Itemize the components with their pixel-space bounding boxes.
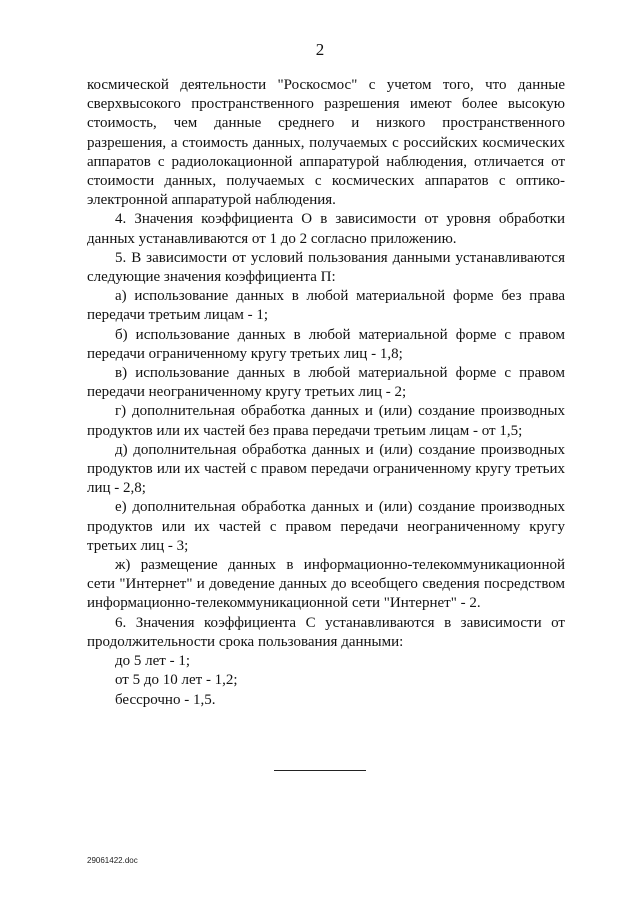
term-item-2: от 5 до 10 лет - 1,2;: [115, 672, 238, 689]
list-item-g: г) дополнительная обработка данных и (или) создание производных продуктов или их частей без права передачи третьим лицам - от 1,5;: [87, 403, 565, 439]
list-item-v: в) использование данных в любой материальной форме с правом передачи неограниченному кругу третьих лиц - 2;: [87, 365, 565, 401]
paragraph-continuation: космической деятельности "Роскосмос" с учетом того, что данные сверхвысокого пространственного разрешения имеют более высокую стоимость, чем данные среднего и низкого пространственного разрешения, а стоимость данных, получаемых с российских космических аппаратов с радиолокационной аппаратурой наблюдения, отличается от стоимости данных, получаемых с космических аппаратов с оптико-электронной аппаратурой наблюдения.: [87, 77, 565, 209]
page-number: 2: [315, 40, 325, 59]
list-item-a: а) использование данных в любой материальной форме без права передачи третьим лицам - 1;: [87, 288, 565, 324]
list-item-d: д) дополнительная обработка данных и (или) создание производных продуктов или их частей с правом передачи ограниченному кругу третьих лиц - 2,8;: [87, 441, 565, 497]
footer-filename: 29061422.doc: [87, 856, 138, 865]
term-item-1: до 5 лет - 1;: [115, 653, 190, 670]
list-item-zh: ж) размещение данных в информационно-телекоммуникационной сети "Интернет" и доведение данных до всеобщего сведения посредством информационно-телекоммуникационной сети "Интернет" - 2.: [87, 557, 565, 612]
paragraph-5: 5. В зависимости от условий пользования данными устанавливаются следующие значения коэффициента П:: [87, 249, 565, 286]
end-divider: [274, 770, 366, 771]
term-item-3: бессрочно - 1,5.: [115, 691, 216, 708]
paragraph-4: 4. Значения коэффициента О в зависимости от уровня обработки данных устанавливаются от 1 до 2 согласно приложению.: [87, 211, 565, 247]
paragraph-6: 6. Значения коэффициента С устанавливаются в зависимости от продолжительности срока пользования данными:: [87, 614, 565, 650]
list-item-e: е) дополнительная обработка данных и (или) создание производных продуктов или их частей с правом передачи неограниченному кругу третьих лиц - 3;: [87, 499, 565, 554]
list-item-b: б) использование данных в любой материальной форме с правом передачи ограниченному кругу третьих лиц - 1,8;: [87, 326, 565, 362]
document-body: [87, 76, 565, 710]
